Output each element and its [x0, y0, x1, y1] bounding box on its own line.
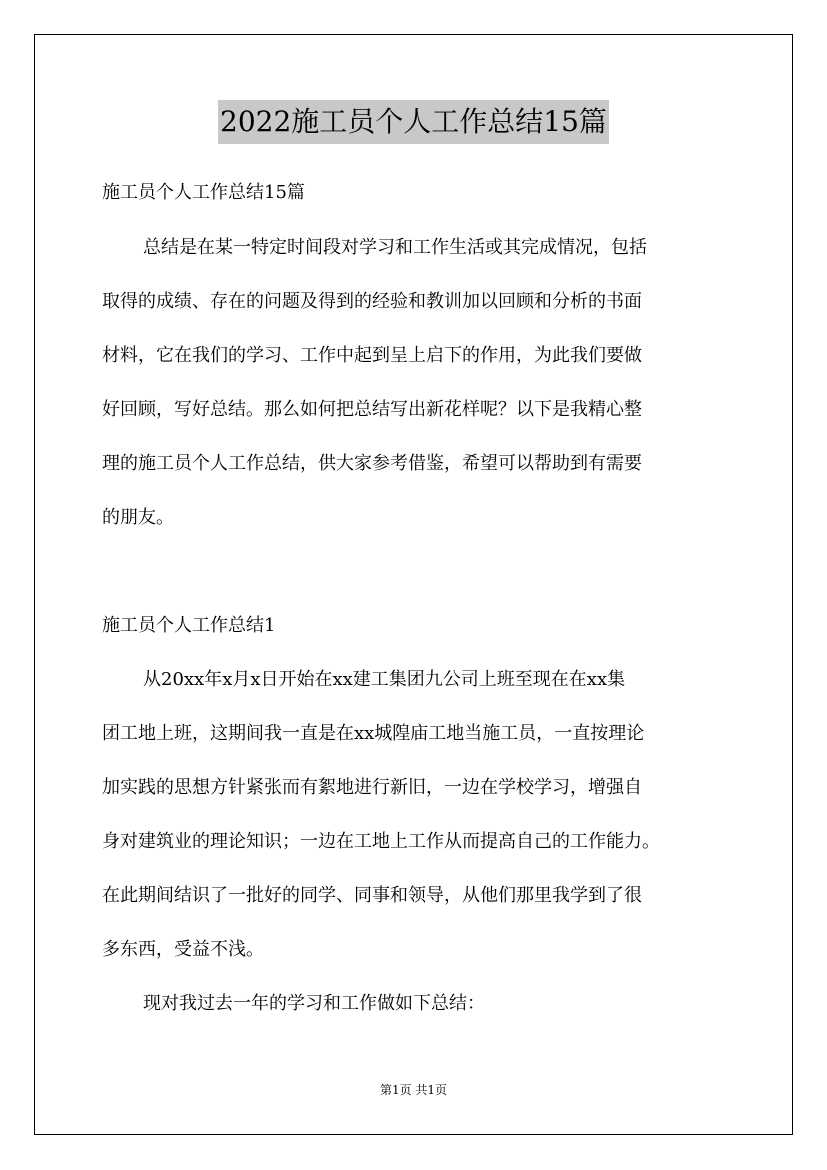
- body-line: 从20xx年x月x日开始在xx建工集团九公司上班至现在在xx集: [143, 669, 626, 690]
- body-line: 现对我过去一年的学习和工作做如下总结：: [143, 993, 485, 1014]
- title-container: [0, 100, 827, 144]
- intro-line: 材料，它在我们的学习、工作中起到呈上启下的作用，为此我们要做: [102, 345, 642, 366]
- subtitle: 施工员个人工作总结15篇: [102, 182, 305, 203]
- body-line: 多东西，受益不浅。: [102, 939, 264, 960]
- section-heading: 施工员个人工作总结1: [102, 615, 276, 636]
- intro-line: 理的施工员个人工作总结，供大家参考借鉴，希望可以帮助到有需要: [102, 453, 642, 474]
- body-line: 团工地上班，这期间我一直是在xx城隍庙工地当施工员，一直按理论: [102, 723, 645, 744]
- page-footer: 第1页 共1页: [379, 1083, 448, 1097]
- intro-line: 总结是在某一特定时间段对学习和工作生活或其完成情况，包括: [143, 237, 647, 258]
- body-line: 身对建筑业的理论知识；一边在工地上工作从而提高自己的工作能力。: [102, 831, 660, 852]
- body-line: 在此期间结识了一批好的同学、同事和领导，从他们那里我学到了很: [102, 885, 642, 906]
- document-title: 2022施工员个人工作总结15篇: [218, 100, 609, 144]
- intro-line: 的朋友。: [102, 507, 174, 528]
- intro-line: 取得的成绩、存在的问题及得到的经验和教训加以回顾和分析的书面: [102, 291, 642, 312]
- intro-line: 好回顾，写好总结。那么如何把总结写出新花样呢？以下是我精心整: [102, 399, 642, 420]
- body-line: 加实践的思想方针紧张而有絮地进行新旧，一边在学校学习，增强自: [102, 777, 642, 798]
